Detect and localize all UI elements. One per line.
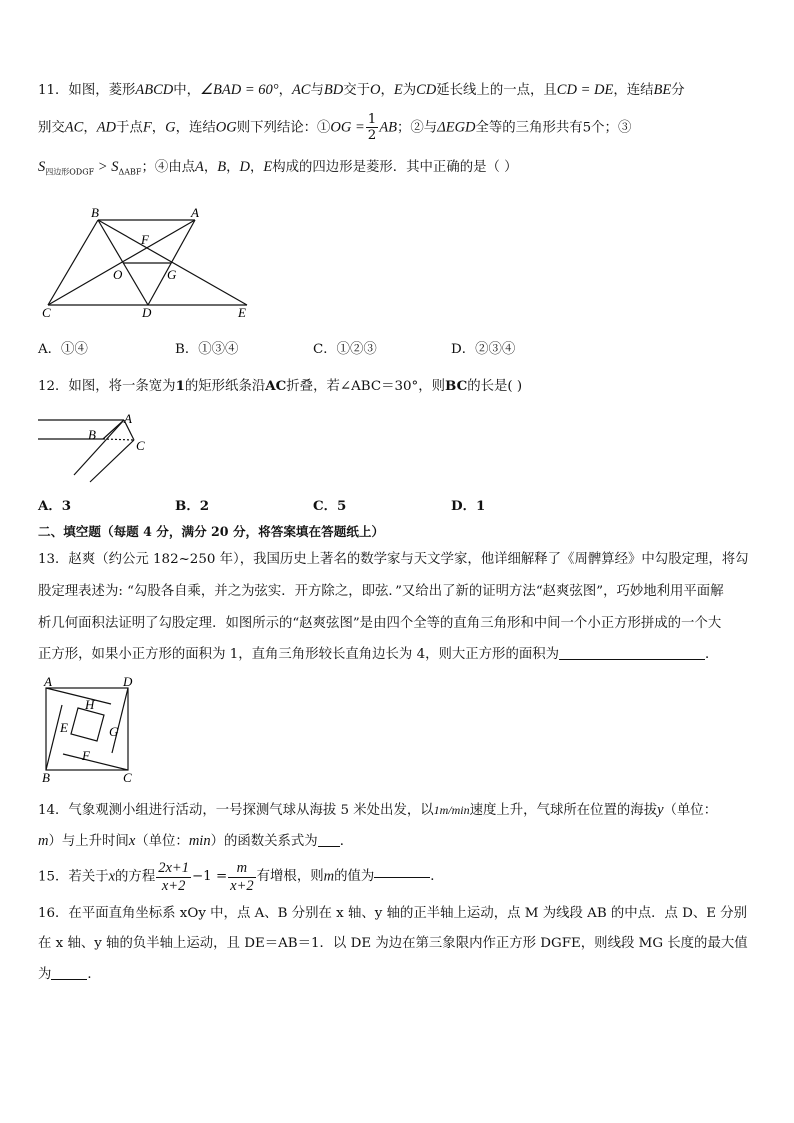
q11-rhombus-figure [38,205,258,320]
label-H: H [85,697,95,712]
q12-folded-strip-figure [38,412,158,487]
label-G: G [109,724,119,739]
q15-line: 15．若关于x的方程 $\frac{2x+1}{x+2}$ −1 = $\frac{m}{x+2}$ 有增根，则m的值为 ． [38,860,444,894]
q12-stem: 12．如图，将一条宽为1的矩形纸条沿AC折叠，若∠ABC＝30°，则BC的长是( ) [38,378,523,394]
q13-line3: 析几何面积法证明了勾股定理．如图所示的“赵爽弦图”是由四个全等的直角三角形和中间一个小正方形拼成的一个大 [38,616,722,631]
q12-option-a[interactable]: A．3 [38,498,72,514]
q16-line1: 16．在平面直角坐标系 xOy 中，点 A、B 分别在 x 轴、y 轴的正半轴上运动，点 M 为线段 AB 的中点．点 D、E 分别 [38,906,748,921]
label-D: D [123,674,133,689]
label-A: A [44,674,52,689]
line-C-to-E [63,754,128,770]
q12-option-d[interactable]: D．1 [451,498,486,514]
q13-line4: 正方形，如果小正方形的面积为 1，直角三角形较长直角边长为 4，则大正方形的面积为 ． [38,647,719,662]
q11-option-a[interactable]: A．①④ [38,342,88,357]
q14-line2: m）与上升时间x（单位：min）的函数关系式为 ． [38,833,354,849]
label-A: A [124,411,132,426]
q11-line2: 别交AC，AD于点F，G，连结OG则下列结论：①OG = $\frac{1}{2}$ AB；②与ΔEGD全等的三角形共有5个；③ [38,112,632,144]
inner-square [71,708,104,741]
fraction-2x-plus-1-over-x-plus-2: $\frac{2x+1}{x+2}$ [158,860,189,894]
label-E: E [60,720,68,735]
label-C: C [136,438,145,453]
q11-option-b[interactable]: B．①③④ [175,342,239,357]
line-D-to-F [112,688,128,753]
q12-option-c[interactable]: C．5 [313,498,347,514]
label-B: B [88,427,96,442]
q11-option-c[interactable]: C．①②③ [313,342,377,357]
q12-option-b[interactable]: B．2 [175,498,210,514]
q16-line3: 为 ． [38,967,101,982]
q13-line2: 股定理表述为: “勾股各自乘，并之为弦实．开方除之，即弦．”又给出了新的证明方法“赵爽弦图”，巧妙地利用平面解 [38,584,724,599]
label-O: O [113,267,123,282]
q16-answer-blank[interactable] [51,979,87,980]
q14-answer-blank[interactable] [318,846,340,847]
dashed-BC [103,439,134,440]
fraction-m-over-x-plus-2: $\frac{m}{x+2}$ [230,860,254,894]
q15-answer-blank[interactable] [374,877,430,878]
label-F: F [82,748,90,763]
label-A: A [191,205,199,220]
line-A-to-G [46,688,111,704]
folded-edge-1 [74,420,124,475]
label-E: E [238,305,246,320]
q16-line2: 在 x 轴、y 轴的负半轴上运动，且 DE＝AB＝1．以 DE 为边在第三象限内作正方形 DGFE，则线段 MG 长度的最大值 [38,936,748,951]
q11-option-d[interactable]: D．②③④ [451,342,516,357]
q11-line1: 11．如图，菱形ABCD中，∠BAD = 60°，AC与BD交于O，E为CD延长线上的一点，且CD = DE，连结BE分 [38,82,685,98]
q13-zhao-shuang-figure [38,676,138,786]
q14-line1: 14．气象观测小组进行活动，一号探测气球从海拔 5 米处出发，以1m/min速度上升，气球所在位置的海拔y（单位： [38,802,718,818]
q13-line1: 13．赵爽（约公元 182~250 年），我国历史上著名的数学家与天文学家，他详细解释了《周髀算经》中勾股定理，将勾 [38,552,749,567]
label-D: D [142,305,152,320]
label-F: F [141,232,149,247]
fraction-one-half: $\frac{1}{2}$ [367,112,377,144]
q13-answer-blank[interactable] [559,659,705,660]
label-B: B [91,205,99,220]
label-B: B [42,770,50,785]
segment-AB [103,420,124,439]
label-G: G [167,267,177,282]
section-2-title: 二、填空题（每题 4 分，满分 20 分，将答案填在答题纸上） [38,524,385,539]
line-B-to-H [46,705,62,770]
folded-edge-2 [90,440,134,482]
label-C: C [42,305,51,320]
label-C: C [123,770,132,785]
q11-line3: $S_{四边形ODGF} > S_{\Delta ABF}$；④由点A，B，D，E构成的四边形是菱形．其中正确的是（ ） [38,159,518,177]
edge-BC [48,220,98,305]
